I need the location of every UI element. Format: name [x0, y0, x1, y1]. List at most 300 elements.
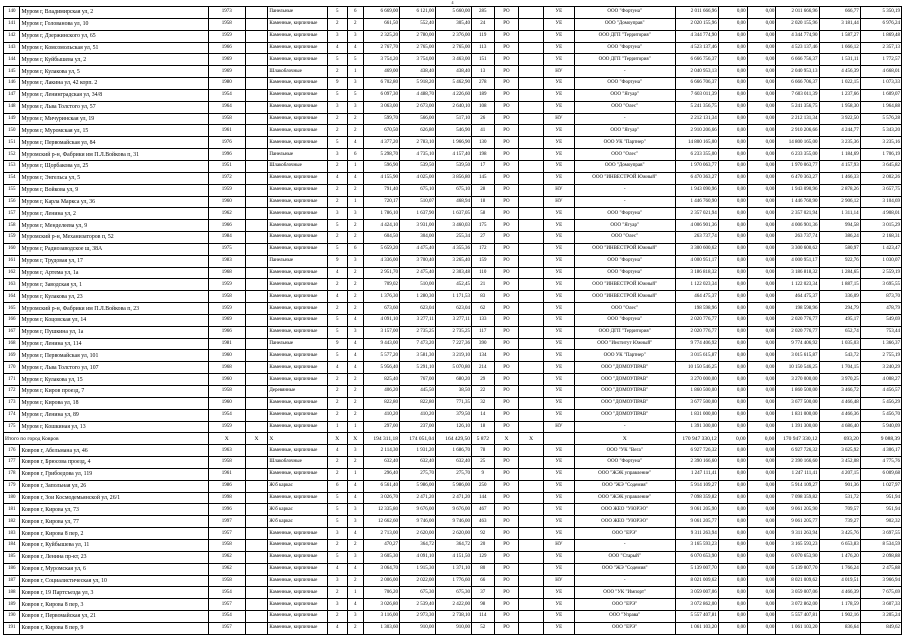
- cell-v6: 873,70: [860, 291, 901, 303]
- table-row: [4, 386, 902, 398]
- cell-v6: 4 668,01: [860, 66, 901, 78]
- cell-a1: 6 097,30: [363, 89, 399, 101]
- cell-fl: 2: [327, 539, 347, 551]
- cell-mat: Ж/б каркас: [268, 480, 328, 492]
- cell-v3: 0,00: [747, 397, 776, 409]
- cell-v6: 3 205,24: [860, 611, 901, 623]
- table-row: [4, 243, 902, 255]
- cell-m1: РО: [494, 445, 519, 457]
- cell-res: 145: [471, 172, 494, 184]
- cell-x1: [245, 362, 268, 374]
- cell-v2: 0,00: [718, 78, 747, 90]
- cell-v1: 3 270 000,00: [675, 374, 718, 386]
- cell-m2: [519, 243, 544, 255]
- cell-year: 1980: [208, 78, 245, 90]
- cell-a3: 3 265,40: [435, 255, 471, 267]
- cell-v6: 1 073,33: [860, 78, 901, 90]
- cell-a2: 3 277,11: [399, 314, 435, 326]
- cell-m1: РО: [494, 611, 519, 623]
- cell-res: 9: [471, 468, 494, 480]
- cell-v2: 0,00: [718, 397, 747, 409]
- cell-mat: Каменные, кирпичные: [268, 599, 328, 611]
- cell-org: -: [574, 113, 675, 125]
- cell-m2: [519, 386, 544, 398]
- cell-v2: 0,00: [718, 279, 747, 291]
- cell-v2: 0,00: [718, 326, 747, 338]
- cell-a1: 822,80: [363, 397, 399, 409]
- cell-org: ООО ЖЕО "УЮРЭО": [574, 516, 675, 528]
- cell-a3: 680,20: [435, 374, 471, 386]
- cell-v2: 0,00: [718, 622, 747, 634]
- cell-a1: 596,90: [363, 160, 399, 172]
- cell-addr: Ковров г, Социалистическая ул, 10: [20, 575, 208, 587]
- cell-fl: 2: [327, 125, 347, 137]
- cell-v2: 0,00: [718, 208, 747, 220]
- cell-sp: УЕ: [543, 409, 574, 421]
- cell-res: 25: [471, 457, 494, 469]
- cell-m2: [519, 255, 544, 267]
- cell-v5: 1 587,27: [819, 30, 860, 42]
- cell-a3: 2 735,25: [435, 326, 471, 338]
- cell-year: 1961: [208, 125, 245, 137]
- cell-org: ООО "Фортуна": [574, 267, 675, 279]
- cell-a2: 5 986,00: [399, 480, 435, 492]
- cell-v4: 7 603 011,39: [776, 89, 819, 101]
- cell-fl: 2: [327, 374, 347, 386]
- cell-m1: РО: [494, 397, 519, 409]
- cell-v1: 2 390 166,60: [675, 457, 718, 469]
- cell-v1: 6 233 355,00: [675, 149, 718, 161]
- cell-v4: 1 391 300,00: [776, 421, 819, 433]
- cell-x1: [245, 66, 268, 78]
- cell-org: -: [574, 421, 675, 433]
- cell-a1: 5 956,40: [363, 362, 399, 374]
- table-row: [4, 599, 902, 611]
- cell-m2: [519, 160, 544, 172]
- cell-v6: 3 697,55: [860, 528, 901, 540]
- cell-x1: [245, 445, 268, 457]
- cell-mat: Панельные: [268, 338, 328, 350]
- cell-a3: 3 856,80: [435, 172, 471, 184]
- cell-addr: Ковров г, Зои Космодемьянской ул, 26/1: [20, 492, 208, 504]
- cell-fl: 5: [327, 7, 347, 19]
- cell-v4: 3 186 818,32: [776, 267, 819, 279]
- cell-v2: 0,00: [718, 243, 747, 255]
- cell-m1: РО: [494, 196, 519, 208]
- cell-org: ООО "Ягуар": [574, 125, 675, 137]
- cell-sp: УЕ: [543, 101, 574, 113]
- cell-v4: 3 165 593,23: [776, 539, 819, 551]
- cell-m2: [519, 622, 544, 634]
- cell-v2: 0,00: [718, 137, 747, 149]
- cell-v4: 2 390 166,60: [776, 457, 819, 469]
- cell-v2: 0,00: [718, 89, 747, 101]
- cell-addr: Муром г, Дзержинского ул, 65: [20, 30, 208, 42]
- cell-x1: [245, 421, 268, 433]
- cell-ent: 6: [347, 7, 363, 19]
- cell-a3: 675,30: [435, 587, 471, 599]
- cell-year: 1975: [208, 243, 245, 255]
- cell-m2: [519, 125, 544, 137]
- cell-mat: Шлакоблочные: [268, 457, 328, 469]
- cell-addr: Ковров г, Брюсова проезд, 4: [20, 457, 208, 469]
- cell-mat: Каменные, кирпичные: [268, 611, 328, 623]
- cell-a1: 4 377,20: [363, 137, 399, 149]
- cell-year: 1958: [208, 575, 245, 587]
- cell-num: 190: [4, 611, 20, 623]
- cell-v5: 994,58: [819, 220, 860, 232]
- cell-x1: [245, 220, 268, 232]
- cell-v5: 3 970,25: [819, 374, 860, 386]
- cell-fl: 2: [327, 160, 347, 172]
- cell-v1: 2 040 953,13: [675, 66, 718, 78]
- cell-res: 189: [471, 89, 494, 101]
- cell-v2: 0,00: [718, 125, 747, 137]
- cell-m1: РО: [494, 421, 519, 433]
- cell-v6: 5 576,28: [860, 113, 901, 125]
- cell-m1: РО: [494, 172, 519, 184]
- cell-sp: УЕ: [543, 551, 574, 563]
- cell-ent: 1: [347, 196, 363, 208]
- cell-v1: 1 860 500,00: [675, 386, 718, 398]
- cell-num: 183: [4, 528, 20, 540]
- cell-org: ООО "Фортуна": [574, 255, 675, 267]
- cell-org: ООО "ИНВЕСТРОЙ Южный": [574, 172, 675, 184]
- cell-ent: 6: [347, 149, 363, 161]
- cell-x1: [245, 457, 268, 469]
- cell-v3: 0,00: [747, 172, 776, 184]
- cell-ent: 4: [347, 480, 363, 492]
- cell-a1: 791,40: [363, 184, 399, 196]
- cell-ent: 2: [347, 386, 363, 398]
- cell-v2: 0,00: [718, 338, 747, 350]
- cell-res: 26: [471, 113, 494, 125]
- cell-m1: РО: [494, 326, 519, 338]
- cell-a2: 237,00: [399, 421, 435, 433]
- cell-num: 171: [4, 374, 20, 386]
- cell-m2: [519, 409, 544, 421]
- table-row: [4, 160, 902, 172]
- cell-mat: Ж/б каркас: [268, 504, 328, 516]
- cell-a3: 9 746,00: [435, 516, 471, 528]
- cell-v4: 6 233 355,00: [776, 149, 819, 161]
- table-row: [4, 89, 902, 101]
- table-row: [4, 528, 902, 540]
- cell-m1: РО: [494, 137, 519, 149]
- cell-v4: 2 020 155,96: [776, 18, 819, 30]
- cell-v2: 0,00: [718, 291, 747, 303]
- cell-sp: УЕ: [543, 326, 574, 338]
- cell-sp: НУ: [543, 113, 574, 125]
- cell-mat: Каменные, кирпичные: [268, 125, 328, 137]
- table-row: [4, 480, 902, 492]
- cell-a1: 673,60: [363, 303, 399, 315]
- cell-ent: 1: [347, 421, 363, 433]
- cell-v5: 739,27: [819, 516, 860, 528]
- cell-x1: [245, 622, 268, 634]
- cell-m2: [519, 587, 544, 599]
- cell-v2: 0,00: [718, 7, 747, 19]
- table-row: [4, 326, 902, 338]
- cell-m2: [519, 66, 544, 78]
- cell-num: 169: [4, 350, 20, 362]
- cell-v5: 1 704,15: [819, 362, 860, 374]
- cell-v4: 464 475,37: [776, 291, 819, 303]
- cell-m1: РО: [494, 575, 519, 587]
- table-row: [4, 409, 902, 421]
- cell-m2: [519, 504, 544, 516]
- cell-addr: Ковров г, Первомайская ул, 21: [20, 611, 208, 623]
- cell-fl: 9: [327, 255, 347, 267]
- cell-addr: Муром г, Лакина ул, 42 корп. 2: [20, 78, 208, 90]
- cell-a2: 623,04: [399, 303, 435, 315]
- cell-a2: 3 581,30: [399, 350, 435, 362]
- cell-org: ООО УК "Партнер": [574, 350, 675, 362]
- cell-a2: 410,20: [399, 409, 435, 421]
- cell-org: ООО "ДОМОУПРАВ": [574, 362, 675, 374]
- cell-m2: [519, 54, 544, 66]
- cell-v1: 14 800 165,00: [675, 137, 718, 149]
- cell-a2: 275,70: [399, 468, 435, 480]
- cell-v3: 0,00: [747, 516, 776, 528]
- cell-m1: РО: [494, 539, 519, 551]
- cell-a1: 4 155,90: [363, 172, 399, 184]
- cell-addr: Муром г, Первомайская ул, 101: [20, 350, 208, 362]
- cell-a1: 599,70: [363, 113, 399, 125]
- cell-org: ООО "ЖЭК управление": [574, 492, 675, 504]
- cell-res: 58: [471, 208, 494, 220]
- cell-v4: 9 061 205,90: [776, 504, 819, 516]
- table-row: [4, 314, 902, 326]
- cell-num: 145: [4, 66, 20, 78]
- cell-a1: 296,40: [363, 468, 399, 480]
- table-row: [4, 504, 902, 516]
- cell-addr: Муром г, Муромская ул, 15: [20, 125, 208, 137]
- cell-v5: 1 237,66: [819, 89, 860, 101]
- cell-v4: 6 927 726,32: [776, 445, 819, 457]
- cell-a2: 1 280,30: [399, 291, 435, 303]
- table-row: [4, 374, 902, 386]
- cell-v3: 0,00: [747, 539, 776, 551]
- cell-org: ООО "Олес": [574, 232, 675, 244]
- cell-v3: 0,00: [747, 30, 776, 42]
- cell-year: 1954: [208, 587, 245, 599]
- cell-org: ООО "Фортуна": [574, 457, 675, 469]
- total-cell-sp: [543, 433, 574, 445]
- cell-res: 214: [471, 362, 494, 374]
- cell-v3: 0,00: [747, 42, 776, 54]
- cell-m1: РО: [494, 113, 519, 125]
- cell-num: 147: [4, 89, 20, 101]
- cell-mat: Каменные, кирпичные: [268, 575, 328, 587]
- table-row: [4, 66, 902, 78]
- cell-mat: Каменные, кирпичные: [268, 113, 328, 125]
- cell-num: 191: [4, 622, 20, 634]
- cell-v3: 0,00: [747, 78, 776, 90]
- cell-v4: 9 311 263,94: [776, 528, 819, 540]
- cell-v5: 1 887,15: [819, 279, 860, 291]
- cell-v5: 4 466,39: [819, 587, 860, 599]
- cell-v3: 0,00: [747, 267, 776, 279]
- cell-a2: 5 918,20: [399, 78, 435, 90]
- cell-mat: Каменные, кирпичные: [268, 326, 328, 338]
- cell-a1: 2 325,20: [363, 30, 399, 42]
- cell-a2: 675,10: [399, 184, 435, 196]
- cell-v2: 0,00: [718, 386, 747, 398]
- cell-m1: РО: [494, 338, 519, 350]
- total-cell-v1: 170 947 330,12: [675, 433, 718, 445]
- cell-addr: Муром г, Карла Маркса ул, 36: [20, 196, 208, 208]
- cell-m1: РО: [494, 255, 519, 267]
- cell-org: ООО "Фортуна": [574, 42, 675, 54]
- cell-v1: 2 020 776,77: [675, 314, 718, 326]
- cell-mat: Каменные, кирпичные: [268, 137, 328, 149]
- cell-a2: 445,50: [399, 386, 435, 398]
- cell-v4: 1 943 090,96: [776, 184, 819, 196]
- cell-a3: 771,35: [435, 397, 471, 409]
- cell-x1: [245, 326, 268, 338]
- cell-org: ООО "ЕРЭ": [574, 599, 675, 611]
- cell-x1: [245, 279, 268, 291]
- cell-res: 98: [471, 599, 494, 611]
- cell-m1: РО: [494, 30, 519, 42]
- cell-ent: 3: [347, 78, 363, 90]
- cell-ent: 2: [347, 291, 363, 303]
- cell-v1: 6 070 653,90: [675, 551, 718, 563]
- cell-v6: 6 976,24: [860, 18, 901, 30]
- cell-v5: 1 184,69: [819, 149, 860, 161]
- cell-a1: 661,50: [363, 18, 399, 30]
- cell-a1: 12 335,80: [363, 504, 399, 516]
- cell-v5: 531,72: [819, 492, 860, 504]
- cell-v4: 3 059 007,06: [776, 587, 819, 599]
- cell-sp: НУ: [543, 575, 574, 587]
- cell-a3: 364,72: [435, 539, 471, 551]
- cell-v4: 5 139 007,70: [776, 563, 819, 575]
- cell-res: 41: [471, 125, 494, 137]
- cell-x1: [245, 611, 268, 623]
- cell-num: 189: [4, 599, 20, 611]
- cell-a2: 2 765,00: [399, 42, 435, 54]
- cell-v1: 7 098 359,82: [675, 492, 718, 504]
- cell-v1: 2 212 131,34: [675, 113, 718, 125]
- cell-m2: [519, 551, 544, 563]
- table-row: [4, 232, 902, 244]
- cell-a3: 517,10: [435, 113, 471, 125]
- cell-fl: 4: [327, 563, 347, 575]
- cell-v5: 3 466,72: [819, 386, 860, 398]
- cell-sp: УЕ: [543, 563, 574, 575]
- table-row: [4, 172, 902, 184]
- cell-mat: Каменные, кирпичные: [268, 374, 328, 386]
- cell-fl: 2: [327, 587, 347, 599]
- cell-ent: 3: [347, 551, 363, 563]
- housing-register-table: [3, 6, 902, 635]
- cell-v4: 263 737,74: [776, 232, 819, 244]
- cell-v4: 198 598,96: [776, 303, 819, 315]
- cell-v5: 3 181,44: [819, 18, 860, 30]
- cell-m2: [519, 374, 544, 386]
- cell-a1: 3 754,20: [363, 54, 399, 66]
- table-row: [4, 492, 902, 504]
- cell-ent: 5: [347, 54, 363, 66]
- cell-fl: 5: [327, 314, 347, 326]
- cell-year: 1958: [208, 386, 245, 398]
- cell-m2: [519, 232, 544, 244]
- cell-org: ООО ЖЕО "УЮРЭО": [574, 504, 675, 516]
- table-row: [4, 303, 902, 315]
- total-cell-v5: 693,20: [819, 433, 860, 445]
- cell-v1: 9 311 263,94: [675, 528, 718, 540]
- cell-m2: [519, 362, 544, 374]
- cell-m2: [519, 468, 544, 480]
- cell-v6: 478,79: [860, 303, 901, 315]
- cell-ent: 6: [347, 243, 363, 255]
- cell-a2: 632,40: [399, 457, 435, 469]
- cell-a3: 4 226,60: [435, 89, 471, 101]
- cell-v6: 8 534,59: [860, 539, 901, 551]
- cell-mat: Каменные, кирпичные: [268, 587, 328, 599]
- cell-fl: 5: [327, 492, 347, 504]
- cell-addr: Муромский р-н, Фабрики им П.Л.Войкова п, 31: [20, 149, 208, 161]
- cell-res: 114: [471, 611, 494, 623]
- cell-a2: 2 022,00: [399, 575, 435, 587]
- cell-m1: РО: [494, 504, 519, 516]
- cell-res: 62: [471, 303, 494, 315]
- table-row: [4, 516, 902, 528]
- cell-m1: РО: [494, 54, 519, 66]
- cell-m2: [519, 220, 544, 232]
- cell-v5: 666,77: [819, 7, 860, 19]
- cell-a2: 9 746,00: [399, 516, 435, 528]
- cell-org: ООО "ИНВЕСТРОЙ Южный": [574, 279, 675, 291]
- cell-fl: 3: [327, 149, 347, 161]
- cell-v6: 902,32: [860, 516, 901, 528]
- cell-a1: 6 669,00: [363, 7, 399, 19]
- cell-a3: 4 355,36: [435, 243, 471, 255]
- cell-m2: [519, 314, 544, 326]
- cell-year: 1962: [208, 551, 245, 563]
- cell-v4: 1 122 023,34: [776, 279, 819, 291]
- cell-m2: [519, 78, 544, 90]
- total-cell-v4: 170 947 330,12: [776, 433, 819, 445]
- cell-num: 165: [4, 303, 20, 315]
- cell-year: 1962: [208, 208, 245, 220]
- cell-a2: 304,00: [399, 232, 435, 244]
- cell-sp: УЕ: [543, 78, 574, 90]
- cell-x1: [245, 397, 268, 409]
- cell-v2: 0,00: [718, 42, 747, 54]
- cell-v1: 2 910 206,66: [675, 125, 718, 137]
- cell-ent: 3: [347, 611, 363, 623]
- cell-num: 144: [4, 54, 20, 66]
- cell-a2: 6 121,00: [399, 7, 435, 19]
- cell-v1: 1 247 111,41: [675, 468, 718, 480]
- cell-x1: [245, 599, 268, 611]
- total-label: Итого по город Ковров: [4, 433, 209, 445]
- cell-v3: 0,00: [747, 611, 776, 623]
- cell-num: 140: [4, 7, 20, 19]
- cell-m2: [519, 528, 544, 540]
- cell-sp: УЕ: [543, 255, 574, 267]
- cell-res: 24: [471, 18, 494, 30]
- cell-a1: 3 026,80: [363, 599, 399, 611]
- cell-sp: УЕ: [543, 611, 574, 623]
- cell-x1: [245, 267, 268, 279]
- cell-v5: 1 666,12: [819, 42, 860, 54]
- cell-org: ООО "Управа": [574, 611, 675, 623]
- cell-res: 113: [471, 42, 494, 54]
